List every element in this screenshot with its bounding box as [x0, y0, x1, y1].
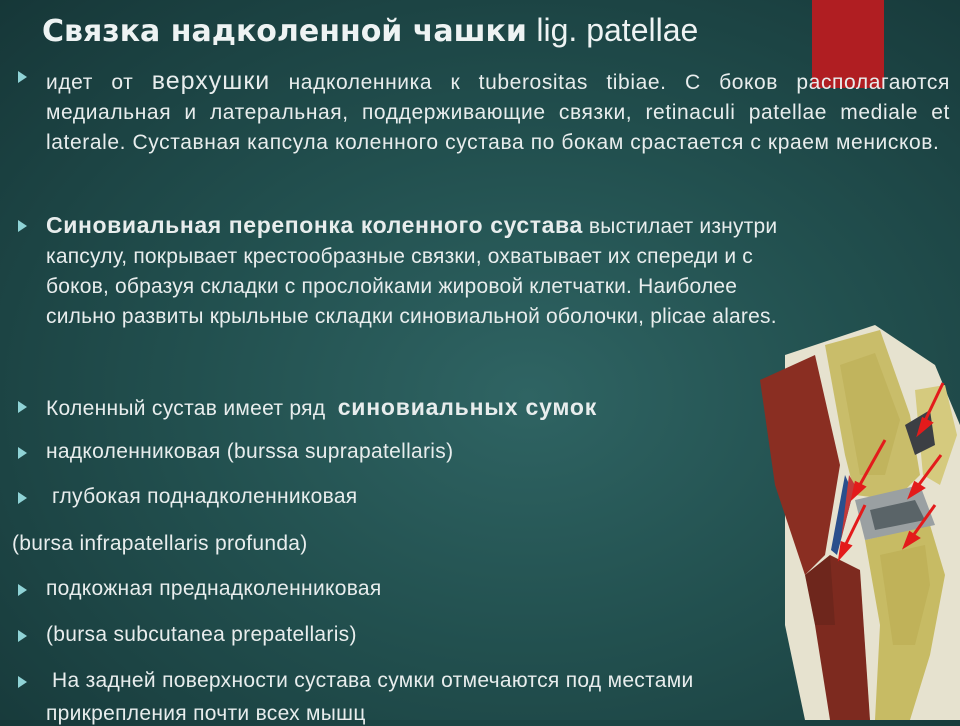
l3-text: Коленный сустав имеет ряд: [46, 397, 326, 420]
bullet-icon: [18, 447, 27, 459]
bursa-infrapatellar-deep: глубокая поднадколенниковая: [52, 485, 358, 508]
slide-title: [42, 12, 698, 49]
bursa-suprapatellar: надколенниковая (burssa suprapatellaris): [46, 440, 454, 463]
p2-text-rest: выстилает изнутри капсулу, покрывает крестообразные связки, охватывает их спереди и с боков, образуя складки с прослойками жировой клетчатки. Наиболее сильно развиты крыльные складки синовиальной оболочки, plicae alares.: [46, 215, 778, 328]
bullet-icon: [18, 676, 27, 688]
bursa-prepatellar-latin: (bursa subcutanea prepatellaris): [46, 623, 357, 646]
bullet-icon: [18, 71, 27, 83]
bursa-prepatellar: подкожная преднадколенниковая: [46, 577, 382, 600]
p2-text-bold: Синовиальная перепонка коленного сустава: [46, 212, 583, 238]
paragraph-synovial-membrane: [46, 210, 806, 332]
bursa-infrapatellar-latin: (bursa infrapatellaris profunda): [12, 532, 308, 555]
title-latin: lig. patellae: [536, 12, 699, 48]
bursae-intro: [46, 394, 597, 421]
paragraph-patellar-ligament: [46, 66, 950, 158]
p1-text-big: верхушки: [151, 67, 271, 95]
bullet-icon: [18, 220, 27, 232]
bullet-icon: [18, 630, 27, 642]
posterior-bursae-text-cont: прикрепления почти всех мышц: [46, 702, 366, 725]
knee-illustration: [745, 325, 960, 720]
title-bold: Связка надколенной чашки: [42, 14, 527, 49]
l3-bold: синовиальных сумок: [337, 394, 598, 420]
posterior-bursae-text: На задней поверхности сустава сумки отмечаются под местами: [52, 669, 694, 692]
p1-text-a: идет от: [46, 71, 134, 94]
bullet-icon: [18, 492, 27, 504]
p1-text-b: надколенника к tuberositas tibiae. С боков располагаются медиальная и латеральная, поддерживающие связки, retinaculi patellae mediale et laterale. Суставная капсула коленного сустава по бокам срастается с краем менисков.: [46, 71, 950, 154]
bullet-icon: [18, 584, 27, 596]
bullet-icon: [18, 401, 27, 413]
